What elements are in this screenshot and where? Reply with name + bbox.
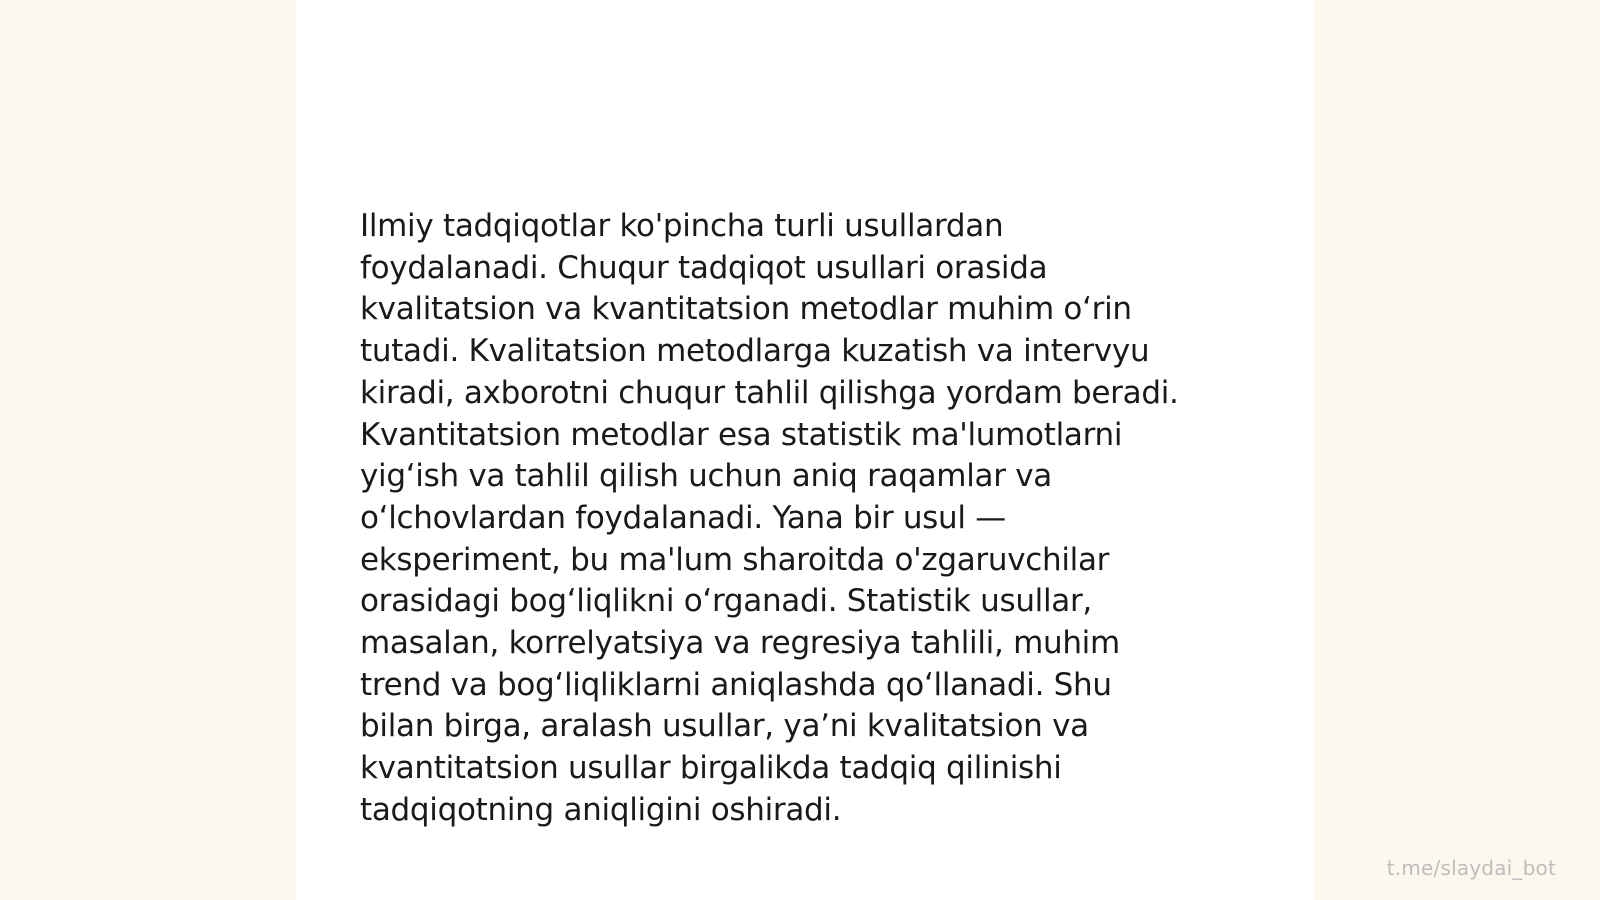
text-line: masalan, korrelyatsiya va regresiya tahlili, muhim xyxy=(360,625,1120,662)
watermark-text: t.me/slaydai_bot xyxy=(1386,856,1556,880)
text-line: Kvantitatsion metodlar esa statistik ma'lumotlarni xyxy=(360,416,1123,453)
text-line: tutadi. Kvalitatsion metodlarga kuzatish va intervyu xyxy=(360,333,1150,370)
text-line: bilan birga, aralash usullar, yaʼni kvalitatsion va xyxy=(360,708,1089,745)
text-line: kvalitatsion va kvantitatsion metodlar muhim oʻrin xyxy=(360,291,1132,328)
text-line: eksperiment, bu ma'lum sharoitda o'zgaruvchilar xyxy=(360,541,1110,578)
text-line: kiradi, axborotni chuqur tahlil qilishga yordam beradi. xyxy=(360,374,1179,411)
text-line: yigʻish va tahlil qilish uchun aniq raqamlar va xyxy=(360,458,1052,495)
text-line: trend va bogʻliqliklarni aniqlashda qoʻllanadi. Shu xyxy=(360,666,1112,703)
text-line: oʻlchovlardan foydalanadi. Yana bir usul — xyxy=(360,499,1006,536)
text-line: Ilmiy tadqiqotlar ko'pincha turli usullardan xyxy=(360,208,1004,244)
text-line: orasidagi bogʻliqlikni oʻrganadi. Statistik usullar, xyxy=(360,583,1092,620)
slide-canvas xyxy=(296,0,1314,900)
text-line: tadqiqotning aniqligini oshiradi. xyxy=(360,791,842,828)
text-line: kvantitatsion usullar birgalikda tadqiq qilinishi xyxy=(360,750,1062,787)
slide-body-text xyxy=(360,206,1260,832)
text-line: foydalanadi. Chuqur tadqiqot usullari orasida xyxy=(360,249,1048,286)
